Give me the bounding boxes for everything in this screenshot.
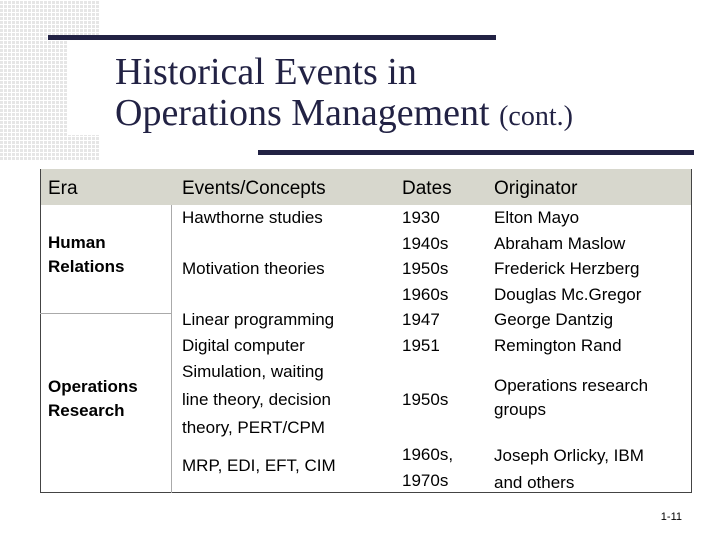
event-simulation: Simulation, waiting line theory, decision theory, PERT/CPM <box>182 362 331 437</box>
date-1947: 1947 <box>402 310 440 329</box>
header-dates: Dates <box>402 178 452 199</box>
date-1940s: 1940s <box>402 234 449 253</box>
originator-herzberg: Frederick Herzberg <box>494 259 640 278</box>
date-1951: 1951 <box>402 336 440 355</box>
title-accent-bar-top <box>48 35 496 40</box>
originator-mcgregor: Douglas Mc.Gregor <box>494 285 642 304</box>
date-1960s-1970s: 1960s, 1970s <box>402 445 454 490</box>
header-events: Events/Concepts <box>182 178 326 199</box>
originator-remington-rand: Remington Rand <box>494 336 622 355</box>
event-linear-programming: Linear programming <box>182 310 335 329</box>
date-1960s: 1960s <box>402 285 449 304</box>
title-line-1: Historical Events in <box>115 51 417 93</box>
title-frame <box>68 40 103 135</box>
originator-maslow: Abraham Maslow <box>494 234 626 253</box>
header-era: Era <box>48 178 78 199</box>
era-human-relations: Human Relations <box>48 233 125 276</box>
originator-orlicky: Joseph Orlicky, IBM and others <box>494 446 644 492</box>
originator-dantzig: George Dantzig <box>494 310 614 329</box>
event-hawthorne: Hawthorne studies <box>182 208 323 227</box>
date-1950s: 1950s <box>402 259 449 278</box>
originator-mayo: Elton Mayo <box>494 208 580 227</box>
event-motivation: Motivation theories <box>182 259 325 278</box>
date-1930: 1930 <box>402 208 440 227</box>
title-line-2: Operations Management <box>115 92 490 134</box>
title-suffix: (cont.) <box>499 101 573 132</box>
event-mrp: MRP, EDI, EFT, CIM <box>182 456 336 475</box>
era-operations-research: Operations Research <box>48 377 138 420</box>
title-accent-bar-bottom <box>258 150 694 155</box>
event-digital-computer: Digital computer <box>182 336 305 355</box>
date-ops-1950s: 1950s <box>402 390 449 409</box>
page-number: 1-11 <box>660 511 682 523</box>
slide-title <box>115 52 573 137</box>
era-divider <box>40 313 172 314</box>
header-originator: Originator <box>494 178 578 199</box>
originator-ops-research-groups: Operations research groups <box>494 376 649 419</box>
